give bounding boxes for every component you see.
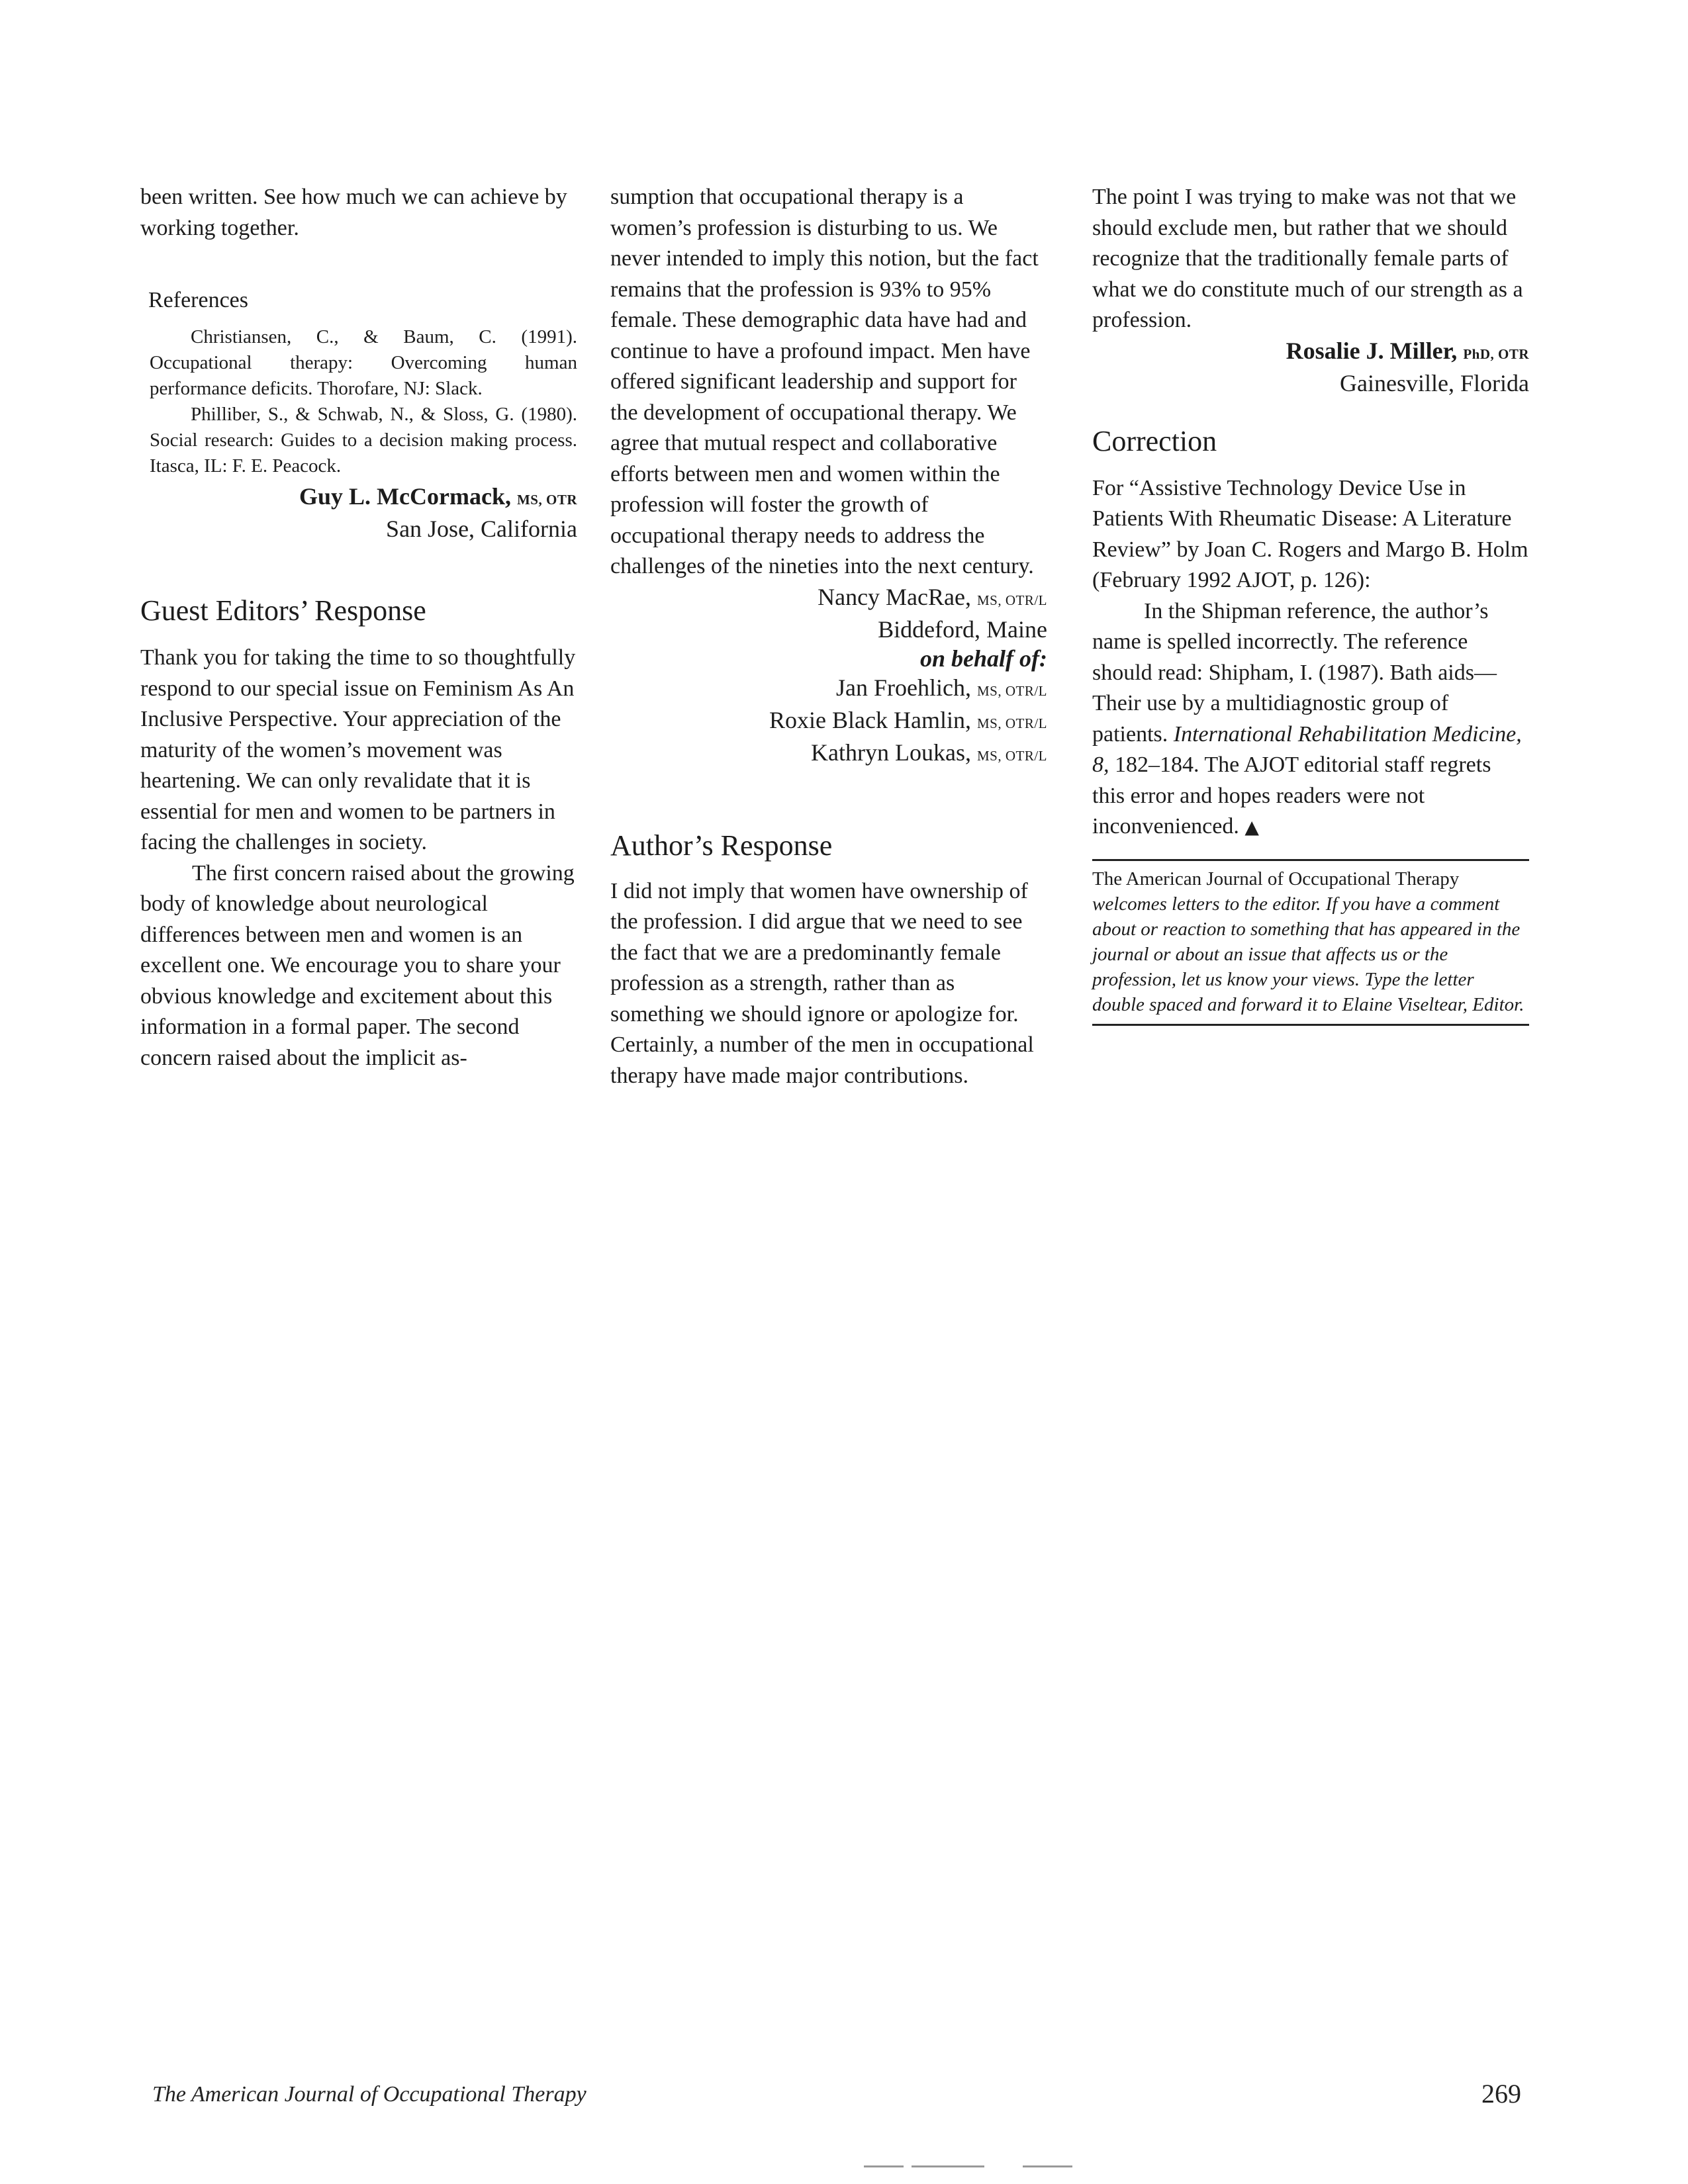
- signature-name-text: Guy L. McCormack,: [299, 483, 511, 510]
- reference-item: Philliber, S., & Schwab, N., & Sloss, G. (1980). Social research: Guides to a decision making process. Itasca, IL: F. E. Peacock.: [150, 404, 577, 477]
- reference-item: Christiansen, C., & Baum, C. (1991). Occupational therapy: Overcoming human performance deficits. Thorofare, NJ: Slack.: [150, 326, 577, 399]
- on-behalf-of-label: on behalf of:: [920, 645, 1047, 672]
- guest-signature-co-author: [610, 705, 1047, 738]
- guest-signature-lead: [610, 582, 1047, 615]
- correction-text: In the Shipman reference, the author’s name is spelled incorrectly. The reference should read: Shipham, I. (1987). Bath aids—Their use by a multidiagnostic group of patients.: [1092, 598, 1497, 747]
- author-response-continued: The point I was trying to make was not that we should exclude men, but rather that we should recognize that the traditionally female parts of what we do constitute much of our strength as a profession.: [1092, 185, 1523, 332]
- signature-credentials: MS, OTR/L: [976, 747, 1047, 764]
- correction-text: 182–184. The AJOT editorial staff regrets this error and hopes readers were not inconvenienced.: [1092, 752, 1491, 839]
- column-3: [1092, 182, 1529, 1026]
- signature-name-text: Kathryn Loukas,: [811, 739, 971, 766]
- notice-text: welcomes letters to the editor. If you have a comment about or reaction to something that has appeared in the journal or about an issue that affects us or the profession, let us know your views. Type the letter double spaced and forward it to Elaine Viseltear, Editor.: [1092, 893, 1524, 1015]
- end-of-article-triangle-icon: ▲: [1244, 816, 1259, 838]
- scan-mark: [912, 2165, 984, 2167]
- scan-artifact-marks: [864, 2165, 1076, 2169]
- author-signature-name: [1092, 336, 1529, 369]
- notice-journal-name: The American Journal of Occupational Therapy: [1092, 868, 1460, 889]
- author-response-heading: Author’s Response: [610, 829, 833, 862]
- scan-mark: [864, 2165, 904, 2167]
- guest-editors-heading: Guest Editors’ Response: [140, 594, 426, 627]
- guest-response-paragraph: The first concern raised about the growing body of knowledge about neurological differences between men and women is an excellent one. We encourage you to share your obvious knowledge and excitement about this information in a formal paper. The second concern raised about the implicit as-: [140, 860, 575, 1070]
- signature-credentials: MS, OTR/L: [976, 592, 1047, 608]
- correction-heading: Correction: [1092, 424, 1217, 457]
- column-2: [610, 182, 1047, 1091]
- signature-credentials: PhD, OTR: [1463, 345, 1529, 362]
- signature-credentials: MS, OTR/L: [976, 682, 1047, 699]
- letter-signature-name: [140, 482, 577, 514]
- signature-name-text: Nancy MacRae,: [818, 583, 971, 610]
- page-number: 269: [1481, 2079, 1521, 2109]
- correction-paragraph: [1092, 596, 1529, 843]
- author-response-paragraph: I did not imply that women have ownership of the profession. I did argue that we need to see the fact that we are a predominantly female profession as a strength, rather than as something we should ignore or apologize for. Certainly, a number of the men in occupational therapy have made major contributions.: [610, 878, 1034, 1088]
- guest-response-paragraph: Thank you for taking the time to so thoughtfully respond to our special issue on Feminism As An Inclusive Perspective. Your appreciation of the maturity of the women’s movement was heartening. We can only revalidate that it is essential for men and women to be partners in facing the challenges in society.: [140, 645, 576, 854]
- signature-name-text: Jan Froehlich,: [836, 674, 971, 701]
- correction-journal-title: International Rehabilitation Medicine, 8,: [1092, 721, 1522, 777]
- signature-credentials: MS, OTR: [516, 492, 577, 508]
- letter-closing-text: been written. See how much we can achieve by working together.: [140, 185, 567, 240]
- guest-signature-co-author: [610, 738, 1047, 770]
- correction-paragraph: For “Assistive Technology Device Use in Patients With Rheumatic Disease: A Literature Review” by Joan C. Rogers and Margo B. Holm (February 1992 AJOT, p. 126):: [1092, 475, 1528, 592]
- guest-signature-place: Biddeford, Maine: [878, 615, 1047, 643]
- signature-credentials: MS, OTR/L: [976, 715, 1047, 731]
- letters-notice: [1092, 861, 1529, 1024]
- column-1: [140, 182, 577, 1073]
- footer-journal-title: The American Journal of Occupational Therapy: [152, 2082, 586, 2107]
- scan-mark: [1023, 2165, 1072, 2167]
- signature-name-text: Roxie Black Hamlin,: [769, 706, 971, 733]
- guest-signature-co-author: [610, 673, 1047, 705]
- letter-signature-place: San Jose, California: [386, 516, 577, 542]
- guest-response-continued: sumption that occupational therapy is a women’s profession is disturbing to us. We never intended to imply this notion, but the fact remains that the profession is 93% to 95% female. These demographic data have had and continue to have a profound impact. Men have offered significant leadership and support for the development of occupational therapy. We agree that mutual respect and collaborative efforts between men and women within the profession will foster the growth of occupational therapy needs to address the challenges of the nineties into the next century.: [610, 185, 1039, 578]
- reference-list: [140, 324, 577, 479]
- references-heading: References: [148, 288, 249, 312]
- author-signature-place: Gainesville, Florida: [1340, 369, 1529, 396]
- signature-name-text: Rosalie J. Miller,: [1286, 337, 1458, 364]
- notice-bottom-rule: [1092, 1024, 1529, 1026]
